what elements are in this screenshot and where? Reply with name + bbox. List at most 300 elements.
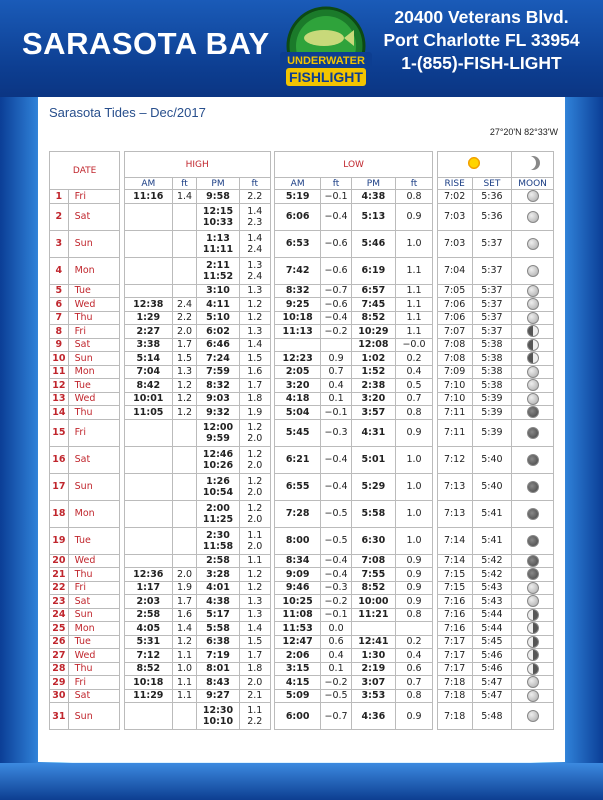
high-am-ft: 2.2 <box>172 311 196 325</box>
low-am-ft: −0.5 <box>321 500 352 527</box>
high-pm-ft: 1.2 <box>239 568 270 582</box>
moon-phase-icon <box>527 325 539 337</box>
sunset: 5:41 <box>472 500 512 527</box>
high-am <box>124 473 172 500</box>
high-pm: 8:43 <box>197 676 240 690</box>
table-row <box>50 230 554 257</box>
header-high-am: AM <box>124 178 172 190</box>
day-number: 14 <box>50 406 69 420</box>
day-number: 10 <box>50 352 69 366</box>
moon-phase-icon <box>527 238 539 250</box>
day-name: Sun <box>68 703 120 730</box>
sunrise: 7:03 <box>437 203 472 230</box>
day-name: Wed <box>68 554 120 568</box>
low-am: 12:47 <box>275 635 321 649</box>
high-pm-ft: 1.3 <box>239 284 270 298</box>
high-am <box>124 446 172 473</box>
moon-phase-icon <box>527 427 539 439</box>
low-pm-ft: 0.4 <box>395 365 432 379</box>
sunrise: 7:11 <box>437 419 472 446</box>
moon-phase-cell <box>512 689 554 703</box>
high-am-ft <box>172 257 196 284</box>
day-name: Thu <box>68 568 120 582</box>
low-pm-ft: 0.9 <box>395 203 432 230</box>
low-pm: 6:57 <box>351 284 395 298</box>
moon-phase-cell <box>512 311 554 325</box>
sunrise: 7:06 <box>437 311 472 325</box>
high-pm-ft: 1.8 <box>239 662 270 676</box>
sunset: 5:37 <box>472 284 512 298</box>
day-number: 4 <box>50 257 69 284</box>
low-pm-ft: 1.1 <box>395 257 432 284</box>
low-pm: 1:02 <box>351 352 395 366</box>
sunset: 5:39 <box>472 419 512 446</box>
day-number: 30 <box>50 689 69 703</box>
high-am: 10:01 <box>124 392 172 406</box>
table-row <box>50 352 554 366</box>
low-am: 5:45 <box>275 419 321 446</box>
sunrise: 7:16 <box>437 595 472 609</box>
moon-icon <box>526 156 540 170</box>
contact-block <box>374 6 589 75</box>
high-am-ft: 1.2 <box>172 635 196 649</box>
high-pm: 4:11 <box>197 298 240 312</box>
sunset: 5:48 <box>472 703 512 730</box>
sunset: 5:37 <box>472 298 512 312</box>
low-pm: 10:29 <box>351 325 395 339</box>
moon-phase-cell <box>512 662 554 676</box>
sunset: 5:39 <box>472 406 512 420</box>
sunrise: 7:10 <box>437 379 472 393</box>
low-am-ft <box>321 338 352 352</box>
moon-phase-icon <box>527 285 539 297</box>
moon-phase-cell <box>512 554 554 568</box>
sunrise: 7:09 <box>437 365 472 379</box>
moon-phase-cell <box>512 635 554 649</box>
high-am <box>124 203 172 230</box>
high-am <box>124 257 172 284</box>
sunrise: 7:15 <box>437 581 472 595</box>
high-am <box>124 284 172 298</box>
high-pm: 5:17 <box>197 608 240 622</box>
low-am: 8:32 <box>275 284 321 298</box>
high-am-ft <box>172 473 196 500</box>
sunset: 5:40 <box>472 473 512 500</box>
table-row <box>50 635 554 649</box>
sunrise: 7:02 <box>437 190 472 204</box>
low-pm-ft: 0.9 <box>395 568 432 582</box>
low-am: 6:00 <box>275 703 321 730</box>
table-row <box>50 311 554 325</box>
moon-phase-icon <box>527 690 539 702</box>
day-name: Thu <box>68 406 120 420</box>
high-am-ft <box>172 703 196 730</box>
sunset: 5:43 <box>472 581 512 595</box>
sun-icon <box>467 156 481 170</box>
high-pm: 4:01 <box>197 581 240 595</box>
day-name: Wed <box>68 392 120 406</box>
high-am-ft: 1.7 <box>172 338 196 352</box>
low-pm: 4:31 <box>351 419 395 446</box>
sunset: 5:37 <box>472 257 512 284</box>
low-pm: 5:58 <box>351 500 395 527</box>
high-am: 1:29 <box>124 311 172 325</box>
low-am: 9:09 <box>275 568 321 582</box>
logo-top-text: UNDERWATER <box>287 55 365 67</box>
sunrise: 7:07 <box>437 325 472 339</box>
high-pm: 5:10 <box>197 311 240 325</box>
low-pm: 6:30 <box>351 527 395 554</box>
high-pm: 4:38 <box>197 595 240 609</box>
high-am-ft: 1.9 <box>172 581 196 595</box>
day-number: 21 <box>50 568 69 582</box>
low-am: 7:28 <box>275 500 321 527</box>
sunrise: 7:06 <box>437 298 472 312</box>
high-pm-ft: 1.4 <box>239 622 270 636</box>
high-am: 5:31 <box>124 635 172 649</box>
low-pm-ft: 1.0 <box>395 446 432 473</box>
day-number: 15 <box>50 419 69 446</box>
moon-phase-icon <box>527 622 539 634</box>
high-pm-ft: 1.2 2.0 <box>239 419 270 446</box>
moon-phase-cell <box>512 473 554 500</box>
table-row <box>50 554 554 568</box>
sunset: 5:44 <box>472 622 512 636</box>
day-number: 16 <box>50 446 69 473</box>
high-pm: 12:15 10:33 <box>197 203 240 230</box>
low-am-ft: 0.0 <box>321 622 352 636</box>
table-row <box>50 257 554 284</box>
low-pm: 12:08 <box>351 338 395 352</box>
high-am-ft <box>172 446 196 473</box>
high-am: 3:38 <box>124 338 172 352</box>
high-am: 11:05 <box>124 406 172 420</box>
sunrise: 7:18 <box>437 676 472 690</box>
table-row <box>50 406 554 420</box>
high-am-ft: 1.7 <box>172 595 196 609</box>
low-pm-ft: 1.1 <box>395 298 432 312</box>
high-am-ft: 1.5 <box>172 352 196 366</box>
day-number: 7 <box>50 311 69 325</box>
moon-phase-icon <box>527 312 539 324</box>
low-am-ft: 0.6 <box>321 635 352 649</box>
moon-phase-icon <box>527 481 539 493</box>
high-pm-ft: 1.5 <box>239 352 270 366</box>
high-pm-ft: 2.1 <box>239 689 270 703</box>
moon-phase-cell <box>512 622 554 636</box>
low-pm-ft: 0.8 <box>395 406 432 420</box>
day-name: Wed <box>68 649 120 663</box>
high-am: 2:03 <box>124 595 172 609</box>
day-name: Sat <box>68 446 120 473</box>
low-pm: 3:07 <box>351 676 395 690</box>
moon-phase-cell <box>512 325 554 339</box>
high-pm-ft: 1.6 <box>239 365 270 379</box>
moon-phase-icon <box>527 406 539 418</box>
day-number: 12 <box>50 379 69 393</box>
high-pm: 8:01 <box>197 662 240 676</box>
high-am <box>124 419 172 446</box>
low-am-ft: −0.3 <box>321 419 352 446</box>
moon-phase-cell <box>512 365 554 379</box>
moon-phase-cell <box>512 703 554 730</box>
sunrise: 7:17 <box>437 649 472 663</box>
table-row <box>50 284 554 298</box>
sunset: 5:40 <box>472 446 512 473</box>
low-am: 10:25 <box>275 595 321 609</box>
high-am: 11:16 <box>124 190 172 204</box>
day-name: Tue <box>68 527 120 554</box>
high-am: 5:14 <box>124 352 172 366</box>
high-am-ft: 1.3 <box>172 365 196 379</box>
day-number: 8 <box>50 325 69 339</box>
table-row <box>50 527 554 554</box>
high-am: 1:17 <box>124 581 172 595</box>
low-pm-ft: 0.7 <box>395 392 432 406</box>
low-pm: 7:45 <box>351 298 395 312</box>
moon-phase-icon <box>527 535 539 547</box>
day-name: Fri <box>68 581 120 595</box>
low-am-ft: −0.4 <box>321 473 352 500</box>
high-am: 10:18 <box>124 676 172 690</box>
sunrise: 7:17 <box>437 635 472 649</box>
high-pm: 12:00 9:59 <box>197 419 240 446</box>
low-am-ft: −0.6 <box>321 230 352 257</box>
high-pm: 1:26 10:54 <box>197 473 240 500</box>
high-pm-ft: 1.2 <box>239 311 270 325</box>
day-name: Mon <box>68 622 120 636</box>
day-name: Fri <box>68 676 120 690</box>
sunset: 5:42 <box>472 554 512 568</box>
day-name: Sun <box>68 473 120 500</box>
low-pm-ft <box>395 622 432 636</box>
low-pm: 8:52 <box>351 311 395 325</box>
high-pm-ft: 1.7 <box>239 379 270 393</box>
sunrise: 7:16 <box>437 622 472 636</box>
day-number: 17 <box>50 473 69 500</box>
moon-phase-icon <box>527 190 539 202</box>
location-title: SARASOTA BAY <box>22 26 270 61</box>
high-pm: 9:58 <box>197 190 240 204</box>
table-row <box>50 689 554 703</box>
low-am <box>275 338 321 352</box>
low-am: 6:21 <box>275 446 321 473</box>
day-name: Fri <box>68 419 120 446</box>
high-pm-ft: 1.1 <box>239 554 270 568</box>
high-am: 12:38 <box>124 298 172 312</box>
low-pm-ft: 1.1 <box>395 311 432 325</box>
high-pm: 7:19 <box>197 649 240 663</box>
high-am-ft: 2.0 <box>172 325 196 339</box>
high-am: 2:27 <box>124 325 172 339</box>
high-am <box>124 230 172 257</box>
low-am-ft: 0.1 <box>321 662 352 676</box>
low-am-ft: 0.1 <box>321 392 352 406</box>
header-low-pm-ft: ft <box>395 178 432 190</box>
low-pm: 4:38 <box>351 190 395 204</box>
low-pm-ft: 0.4 <box>395 649 432 663</box>
low-pm: 5:01 <box>351 446 395 473</box>
sunrise: 7:14 <box>437 527 472 554</box>
sunrise: 7:17 <box>437 662 472 676</box>
moon-phase-icon <box>527 379 539 391</box>
high-am-ft <box>172 419 196 446</box>
moon-phase-cell <box>512 595 554 609</box>
low-am: 9:25 <box>275 298 321 312</box>
header-low-am: AM <box>275 178 321 190</box>
sunset: 5:37 <box>472 311 512 325</box>
day-number: 11 <box>50 365 69 379</box>
tide-table <box>49 151 554 730</box>
header-banner <box>0 0 603 97</box>
header-low: LOW <box>275 152 433 178</box>
low-am: 11:13 <box>275 325 321 339</box>
sunset: 5:39 <box>472 392 512 406</box>
high-am-ft: 1.0 <box>172 662 196 676</box>
moon-phase-cell <box>512 608 554 622</box>
moon-phase-icon <box>527 595 539 607</box>
high-pm-ft: 1.7 <box>239 649 270 663</box>
low-am-ft: −0.7 <box>321 703 352 730</box>
day-number: 26 <box>50 635 69 649</box>
sunrise: 7:18 <box>437 703 472 730</box>
table-row <box>50 338 554 352</box>
low-pm-ft: 0.2 <box>395 352 432 366</box>
sunset: 5:38 <box>472 379 512 393</box>
sunrise: 7:13 <box>437 473 472 500</box>
day-number: 3 <box>50 230 69 257</box>
moon-phase-icon <box>527 568 539 580</box>
low-am: 11:53 <box>275 622 321 636</box>
day-number: 25 <box>50 622 69 636</box>
sunset: 5:47 <box>472 689 512 703</box>
low-pm-ft: 1.0 <box>395 230 432 257</box>
low-pm: 5:13 <box>351 203 395 230</box>
moon-phase-icon <box>527 555 539 567</box>
moon-phase-cell <box>512 352 554 366</box>
table-row <box>50 379 554 393</box>
low-am: 4:18 <box>275 392 321 406</box>
day-number: 1 <box>50 190 69 204</box>
moon-phase-cell <box>512 257 554 284</box>
moon-phase-icon <box>527 582 539 594</box>
high-am: 11:29 <box>124 689 172 703</box>
day-name: Thu <box>68 311 120 325</box>
high-pm: 7:59 <box>197 365 240 379</box>
low-pm-ft: 1.1 <box>395 284 432 298</box>
sunset: 5:46 <box>472 649 512 663</box>
low-pm-ft: 1.0 <box>395 500 432 527</box>
moon-phase-icon <box>527 211 539 223</box>
low-am: 5:09 <box>275 689 321 703</box>
low-am-ft: −0.2 <box>321 325 352 339</box>
low-am: 6:53 <box>275 230 321 257</box>
low-pm-ft: 1.0 <box>395 473 432 500</box>
moon-phase-icon <box>527 339 539 351</box>
low-am-ft: −0.1 <box>321 608 352 622</box>
day-number: 29 <box>50 676 69 690</box>
low-pm-ft: 0.8 <box>395 608 432 622</box>
day-name: Fri <box>68 190 120 204</box>
low-am: 2:06 <box>275 649 321 663</box>
moon-phase-icon <box>527 663 539 675</box>
high-pm-ft: 1.2 <box>239 581 270 595</box>
high-pm: 3:10 <box>197 284 240 298</box>
moon-phase-cell <box>512 649 554 663</box>
day-number: 27 <box>50 649 69 663</box>
day-name: Sat <box>68 338 120 352</box>
low-am-ft: −0.4 <box>321 203 352 230</box>
moon-phase-cell <box>512 298 554 312</box>
sunset: 5:44 <box>472 608 512 622</box>
high-pm-ft: 1.3 <box>239 608 270 622</box>
sunset: 5:45 <box>472 635 512 649</box>
low-am-ft: 0.7 <box>321 365 352 379</box>
low-am: 8:34 <box>275 554 321 568</box>
high-pm: 6:46 <box>197 338 240 352</box>
low-pm-ft: 1.1 <box>395 325 432 339</box>
day-number: 9 <box>50 338 69 352</box>
high-am <box>124 500 172 527</box>
high-pm-ft: 1.4 <box>239 338 270 352</box>
low-am: 11:08 <box>275 608 321 622</box>
moon-phase-cell <box>512 338 554 352</box>
high-am-ft: 1.4 <box>172 622 196 636</box>
high-pm: 9:03 <box>197 392 240 406</box>
address-line-1: 20400 Veterans Blvd. <box>394 7 569 27</box>
moon-phase-icon <box>527 508 539 520</box>
low-am: 3:15 <box>275 662 321 676</box>
low-am-ft: −0.5 <box>321 527 352 554</box>
low-am-ft: −0.4 <box>321 568 352 582</box>
low-am: 9:46 <box>275 581 321 595</box>
moon-phase-icon <box>527 636 539 648</box>
low-pm-ft: −0.0 <box>395 338 432 352</box>
low-pm: 7:55 <box>351 568 395 582</box>
low-am-ft: 0.9 <box>321 352 352 366</box>
high-pm: 2:30 11:58 <box>197 527 240 554</box>
low-pm: 10:00 <box>351 595 395 609</box>
sunset: 5:38 <box>472 352 512 366</box>
header-low-am-ft: ft <box>321 178 352 190</box>
high-am-ft <box>172 500 196 527</box>
high-pm-ft: 1.2 2.0 <box>239 500 270 527</box>
moon-phase-cell <box>512 230 554 257</box>
high-am: 8:42 <box>124 379 172 393</box>
low-pm: 3:53 <box>351 689 395 703</box>
moon-phase-cell <box>512 284 554 298</box>
low-am-ft: −0.4 <box>321 554 352 568</box>
moon-phase-icon <box>527 710 539 722</box>
sun-header <box>437 152 512 178</box>
high-pm: 2:58 <box>197 554 240 568</box>
moon-phase-cell <box>512 527 554 554</box>
address-line-2: Port Charlotte FL 33954 <box>383 30 580 50</box>
low-pm: 7:08 <box>351 554 395 568</box>
header-date: DATE <box>50 152 120 190</box>
high-am: 7:04 <box>124 365 172 379</box>
moon-phase-icon <box>527 366 539 378</box>
low-pm: 5:46 <box>351 230 395 257</box>
day-name: Sun <box>68 352 120 366</box>
high-pm: 12:46 10:26 <box>197 446 240 473</box>
header-low-pm: PM <box>351 178 395 190</box>
fishlight-logo <box>278 4 374 92</box>
low-am-ft: −0.6 <box>321 257 352 284</box>
high-am: 8:52 <box>124 662 172 676</box>
sunset: 5:36 <box>472 190 512 204</box>
low-am: 5:19 <box>275 190 321 204</box>
